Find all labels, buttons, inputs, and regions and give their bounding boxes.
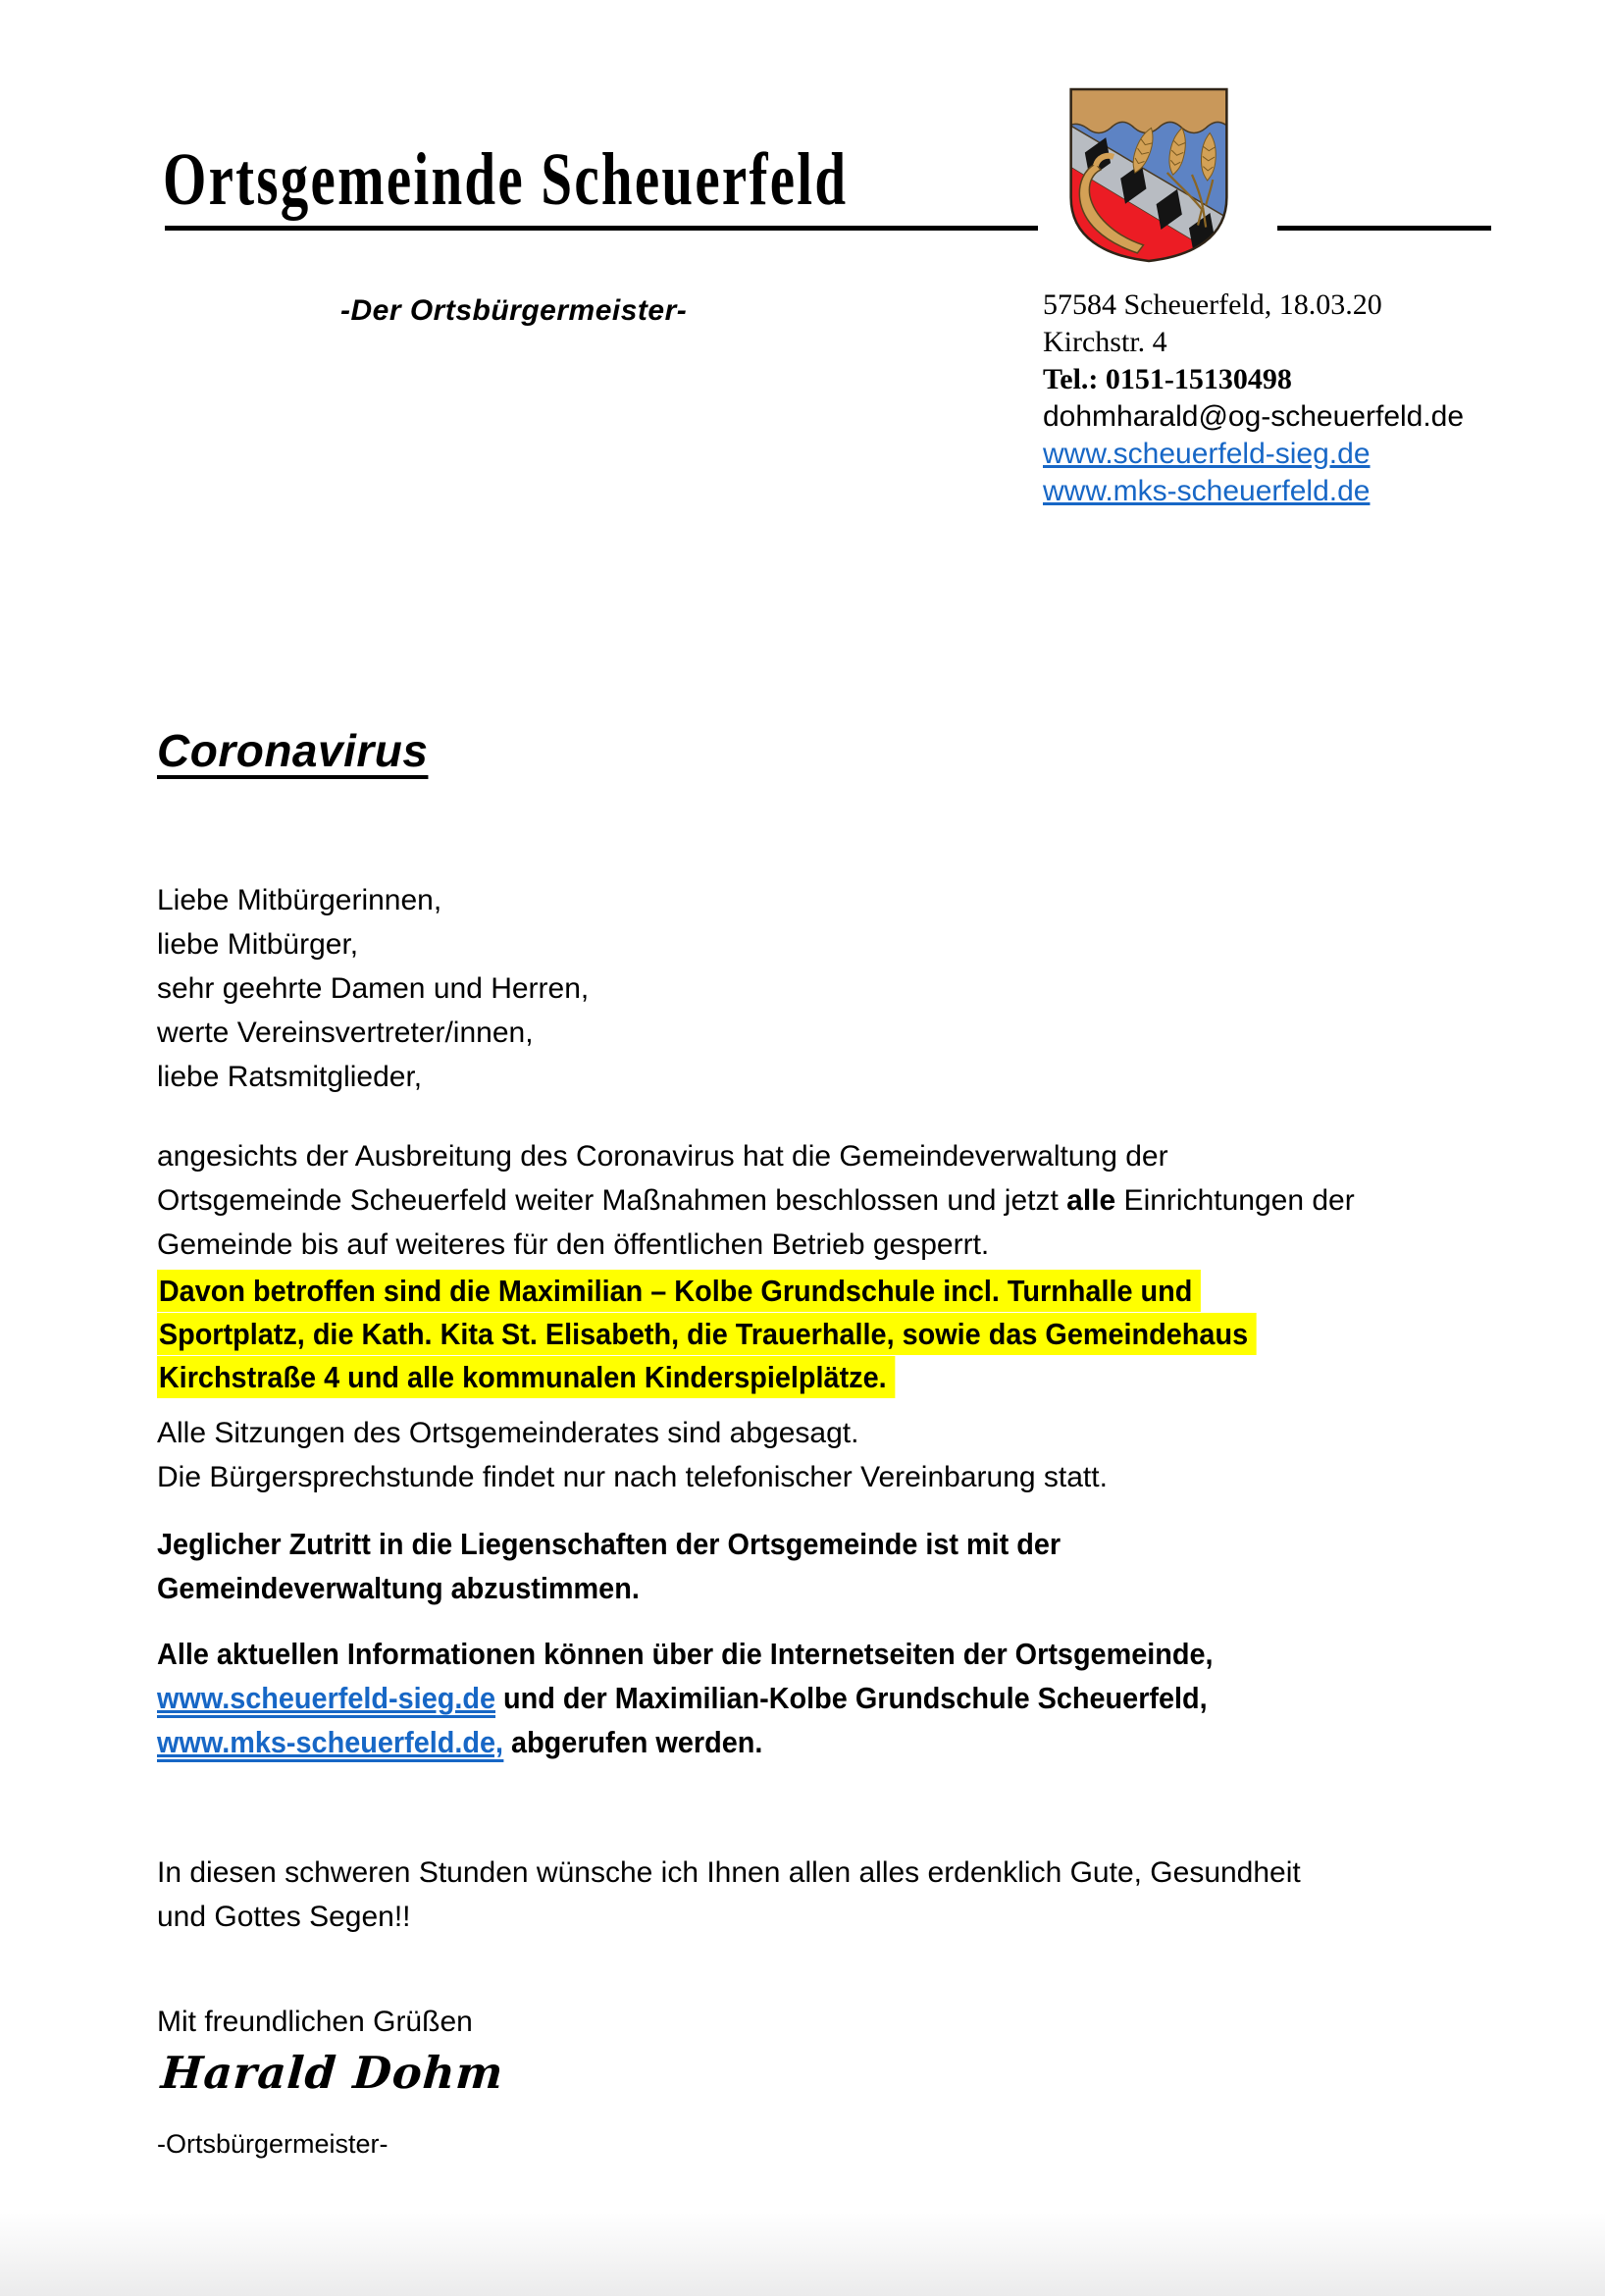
coat-of-arms-shield-icon: [1067, 86, 1230, 265]
paragraph-line: In diesen schweren Stunden wünsche ich Ihnen allen alles erdenklich Gute, Gesundheit: [157, 1856, 1301, 1889]
highlighted-line: Kirchstraße 4 und alle kommunalen Kinderspielplätze.: [157, 1356, 895, 1398]
inline-link-mks[interactable]: www.mks-scheuerfeld.de,: [157, 1725, 503, 1762]
paragraph-line: angesichts der Ausbreitung des Coronavirus hat die Gemeindeverwaltung der: [157, 1140, 1168, 1173]
contact-phone: Tel.: 0151-15130498: [1043, 363, 1292, 395]
paragraph-wishes: [157, 1851, 1301, 1939]
paragraph-line: Gemeinde bis auf weiteres für den öffentlichen Betrieb gesperrt.: [157, 1228, 990, 1261]
paragraph-line: und Gottes Segen!!: [157, 1901, 411, 1933]
contact-block: [1043, 287, 1464, 510]
salutation-line: liebe Ratsmitglieder,: [157, 1061, 423, 1093]
highlighted-line: Davon betroffen sind die Maximilian – Kolbe Grundschule incl. Turnhalle und: [157, 1270, 1201, 1312]
website-link-mks[interactable]: www.mks-scheuerfeld.de: [1043, 475, 1371, 507]
subject-heading: Coronavirus: [157, 725, 429, 776]
contact-email: dohmharald@og-scheuerfeld.de: [1043, 400, 1465, 433]
paragraph-bold-word: alle: [1066, 1184, 1116, 1217]
signature-name: Harald Dohm: [159, 2047, 506, 2099]
paragraph-line: [157, 1178, 1355, 1223]
paragraph-line: Alle aktuellen Informationen können über die Internetseiten der Ortsgemeinde,: [157, 1637, 1214, 1671]
paragraph-measures: [157, 1134, 1355, 1267]
salutation-block: [157, 878, 589, 1099]
page-title: Ortsgemeinde Scheuerfeld: [163, 138, 849, 221]
paragraph-line: Gemeindeverwaltung abzustimmen.: [157, 1571, 640, 1605]
salutation-line: liebe Mitbürger,: [157, 928, 359, 961]
header-rule-right: [1277, 226, 1491, 231]
paragraph-line: Alle Sitzungen des Ortsgemeinderates sind abgesagt.: [157, 1417, 859, 1449]
signature-title: -Ortsbürgermeister-: [157, 2129, 388, 2159]
paragraph-line: Die Bürgersprechstunde findet nur nach telefonischer Vereinbarung statt.: [157, 1461, 1108, 1493]
closing-greeting: Mit freundlichen Grüßen: [157, 2006, 473, 2038]
paragraph-line: [157, 1720, 1214, 1764]
paragraph-text: Einrichtungen der: [1115, 1184, 1355, 1217]
paragraph-text: und der Maximilian-Kolbe Grundschule Scheuerfeld,: [495, 1681, 1208, 1715]
salutation-line: Liebe Mitbürgerinnen,: [157, 884, 442, 916]
highlighted-line: Sportplatz, die Kath. Kita St. Elisabeth, die Trauerhalle, sowie das Gemeindehaus: [157, 1313, 1256, 1355]
salutation-line: sehr geehrte Damen und Herren,: [157, 972, 590, 1005]
paragraph-line: [157, 1676, 1214, 1720]
contact-city-date: 57584 Scheuerfeld, 18.03.20: [1043, 288, 1382, 321]
paragraph-meetings: [157, 1411, 1108, 1499]
coat-of-arms: [1067, 86, 1230, 265]
highlighted-notice: [157, 1270, 1256, 1399]
paragraph-access: [157, 1522, 1061, 1610]
contact-street: Kirchstr. 4: [1043, 326, 1167, 358]
paragraph-text: Ortsgemeinde Scheuerfeld weiter Maßnahmen beschlossen und jetzt: [157, 1184, 1067, 1217]
website-link-scheuerfeld-sieg[interactable]: www.scheuerfeld-sieg.de: [1043, 438, 1371, 470]
page-bottom-shadow: [0, 2213, 1605, 2296]
paragraph-text: abgerufen werden.: [503, 1725, 763, 1759]
paragraph-information: [157, 1632, 1214, 1764]
salutation-line: werte Vereinsvertreter/innen,: [157, 1017, 534, 1049]
header-rule-left: [165, 226, 1038, 231]
inline-link-scheuerfeld-sieg[interactable]: www.scheuerfeld-sieg.de: [157, 1681, 495, 1718]
paragraph-line: Jeglicher Zutritt in die Liegenschaften der Ortsgemeinde ist mit der: [157, 1527, 1061, 1561]
subtitle-ortsbuergermeister: -Der Ortsbürgermeister-: [340, 294, 688, 327]
